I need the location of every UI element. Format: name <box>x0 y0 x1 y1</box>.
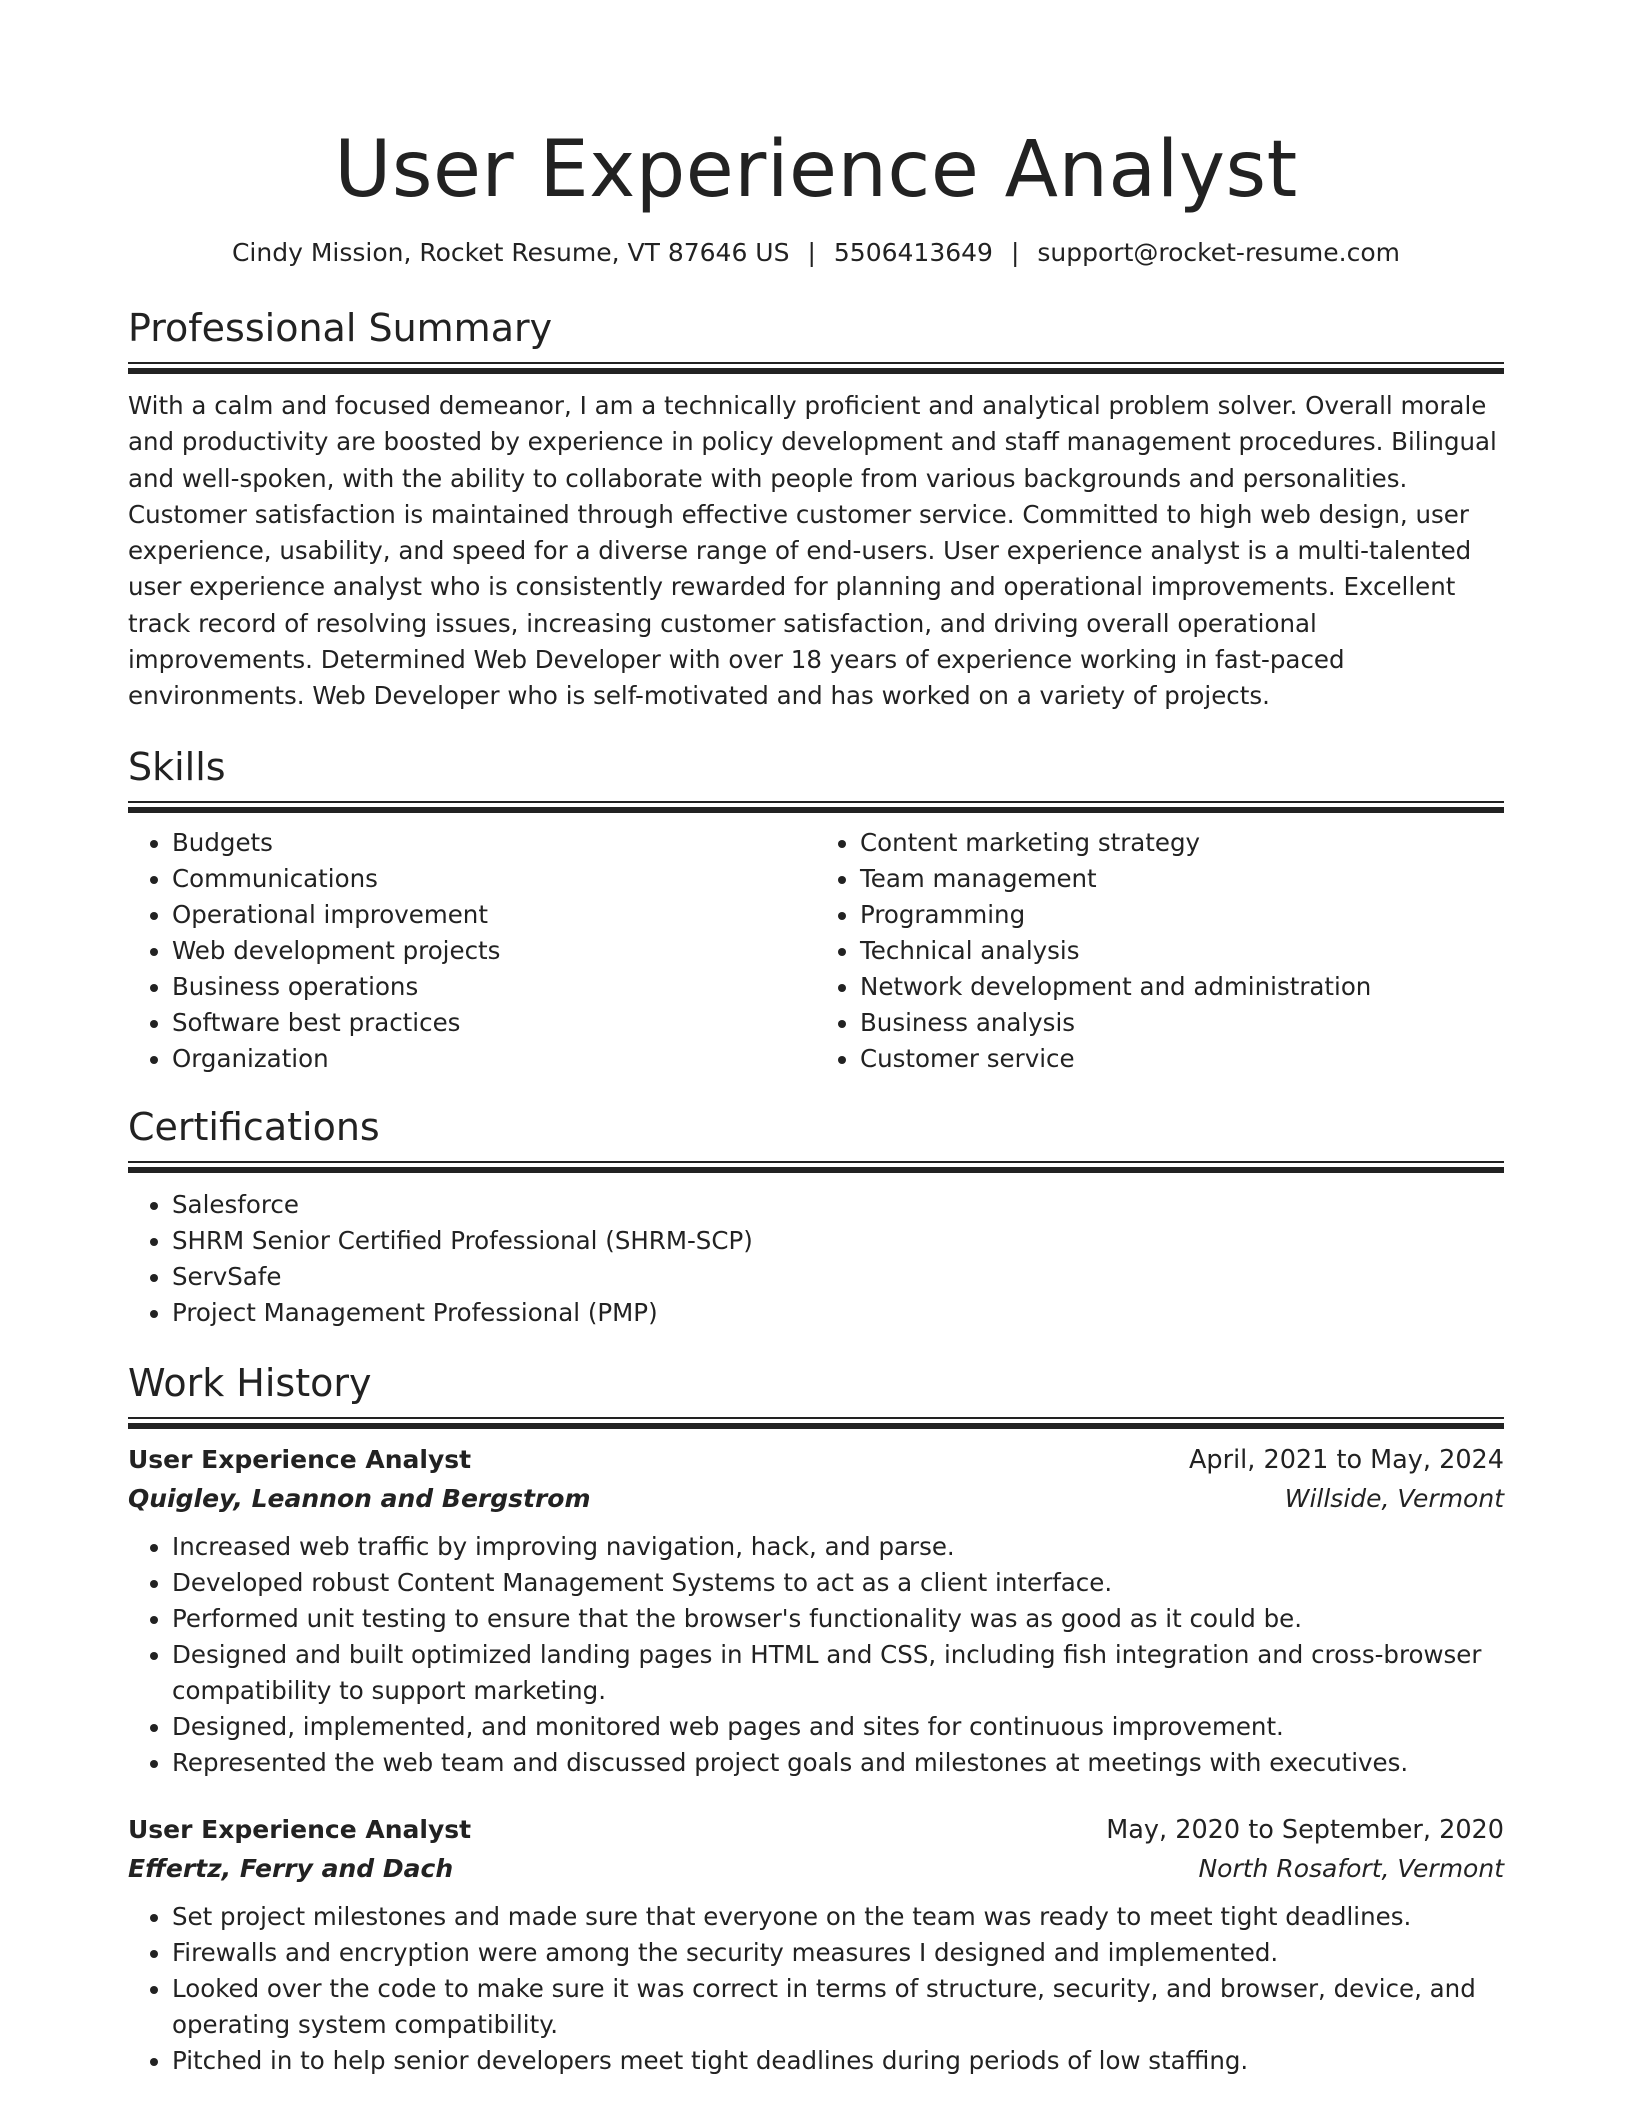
skill-item: • Business operations <box>172 969 816 1005</box>
job-title: User Experience Analyst <box>128 1814 472 1844</box>
job-bullet: • Looked over the code to make sure it was correct in terms of structure, security, and browser, device, and operating system compatibility. <box>172 1971 1504 2043</box>
resume-title: User Experience Analyst <box>334 125 1298 215</box>
resume-page <box>128 0 1504 2079</box>
professional-summary-section <box>128 304 1504 715</box>
job-bullet: • Designed, implemented, and monitored web pages and sites for continuous improvement. <box>172 1709 1504 1745</box>
section-heading: Skills <box>128 744 226 789</box>
job-company-row <box>128 1849 1504 1889</box>
job-entry <box>128 1441 1504 1781</box>
job-dates: April, 2021 to May, 2024 <box>1188 1444 1504 1475</box>
job-dates: May, 2020 to September, 2020 <box>1106 1814 1504 1845</box>
section-divider <box>128 801 1504 813</box>
skill-item: • Software best practices <box>172 1005 816 1041</box>
skills-section <box>128 743 1504 1077</box>
job-bullet: • Increased web traffic by improving navigation, hack, and parse. <box>172 1529 1504 1565</box>
job-company-row <box>128 1479 1504 1519</box>
skill-item: • Organization <box>172 1041 816 1077</box>
summary-text: With a calm and focused demeanor, I am a technically proficient and analytical problem solver. Overall morale and productivity are boosted by experience in policy development and staff management procedures. Bilingual and well-spoken, with the ability to collaborate with people from various backgrounds and personalities. Customer satisfaction is maintained through effective customer service. Committed to high web design, user experience, usability, and speed for a diverse range of end-users. User experience analyst is a multi-talented user experience analyst who is consistently rewarded for planning and operational improvements. Excellent track record of resolving issues, increasing customer satisfaction, and driving overall operational improvements. Determined Web Developer with over 18 years of experience working in fast-paced environments. Web Developer who is self-motivated and has worked on a variety of projects. <box>128 391 1497 711</box>
skill-item: • Content marketing strategy <box>860 825 1504 861</box>
skill-item: • Programming <box>860 897 1504 933</box>
certification-item: • SHRM Senior Certified Professional (SHRM-SCP) <box>172 1223 1504 1259</box>
job-bullet: • Developed robust Content Management Systems to act as a client interface. <box>172 1565 1504 1601</box>
skill-item: • Communications <box>172 861 816 897</box>
section-divider <box>128 362 1504 374</box>
job-bullet: • Pitched in to help senior developers meet tight deadlines during periods of low staffing. <box>172 2043 1504 2079</box>
certifications-list <box>128 1187 1504 1331</box>
skills-list-left <box>128 825 816 1077</box>
job-entry <box>128 1811 1504 2079</box>
skill-item: • Technical analysis <box>860 933 1504 969</box>
job-bullet: • Set project milestones and made sure that everyone on the team was ready to meet tight deadlines. <box>172 1899 1504 1935</box>
skill-item: • Operational improvement <box>172 897 816 933</box>
skill-item: • Team management <box>860 861 1504 897</box>
contact-email: support@rocket-resume.com <box>1037 238 1401 267</box>
certifications-section <box>128 1103 1504 1331</box>
skill-item: • Business analysis <box>860 1005 1504 1041</box>
job-header-row <box>128 1811 1504 1849</box>
job-bullet: • Performed unit testing to ensure that the browser's functionality was as good as it could be. <box>172 1601 1504 1637</box>
job-bullet: • Represented the web team and discussed project goals and milestones at meetings with executives. <box>172 1745 1504 1781</box>
skill-item: • Budgets <box>172 825 816 861</box>
section-heading: Work History <box>128 1360 372 1405</box>
section-heading: Certifications <box>128 1104 380 1149</box>
section-divider <box>128 1417 1504 1429</box>
section-heading: Professional Summary <box>128 306 553 350</box>
contact-phone: 5506413649 <box>833 238 993 267</box>
section-divider <box>128 1161 1504 1173</box>
skill-item: • Customer service <box>860 1041 1504 1077</box>
contact-address: Cindy Mission, Rocket Resume, VT 87646 US <box>231 238 790 267</box>
skills-grid <box>128 825 1504 1077</box>
certification-item: • ServSafe <box>172 1259 1504 1295</box>
skill-item: • Network development and administration <box>860 969 1504 1005</box>
job-location: Willside, Vermont <box>1284 1483 1504 1513</box>
job-bullet: • Firewalls and encryption were among the security measures I designed and implemented. <box>172 1935 1504 1971</box>
contact-line <box>128 236 1504 270</box>
job-location: North Rosafort, Vermont <box>1198 1853 1504 1883</box>
work-history-section <box>128 1359 1504 2079</box>
skill-item: • Web development projects <box>172 933 816 969</box>
contact-separator: | <box>807 238 816 267</box>
job-company: Quigley, Leannon and Bergstrom <box>128 1483 591 1513</box>
skills-list-right <box>816 825 1504 1077</box>
job-bullets <box>128 1529 1504 1781</box>
job-header-row <box>128 1441 1504 1479</box>
certification-item: • Project Management Professional (PMP) <box>172 1295 1504 1331</box>
job-title: User Experience Analyst <box>128 1444 472 1474</box>
job-company: Effertz, Ferry and Dach <box>128 1853 454 1883</box>
certification-item: • Salesforce <box>172 1187 1504 1223</box>
job-bullets <box>128 1899 1504 2079</box>
job-bullet: • Designed and built optimized landing pages in HTML and CSS, including fish integration and cross-browser compatibility to support marketing. <box>172 1637 1504 1709</box>
contact-separator: | <box>1010 238 1020 267</box>
